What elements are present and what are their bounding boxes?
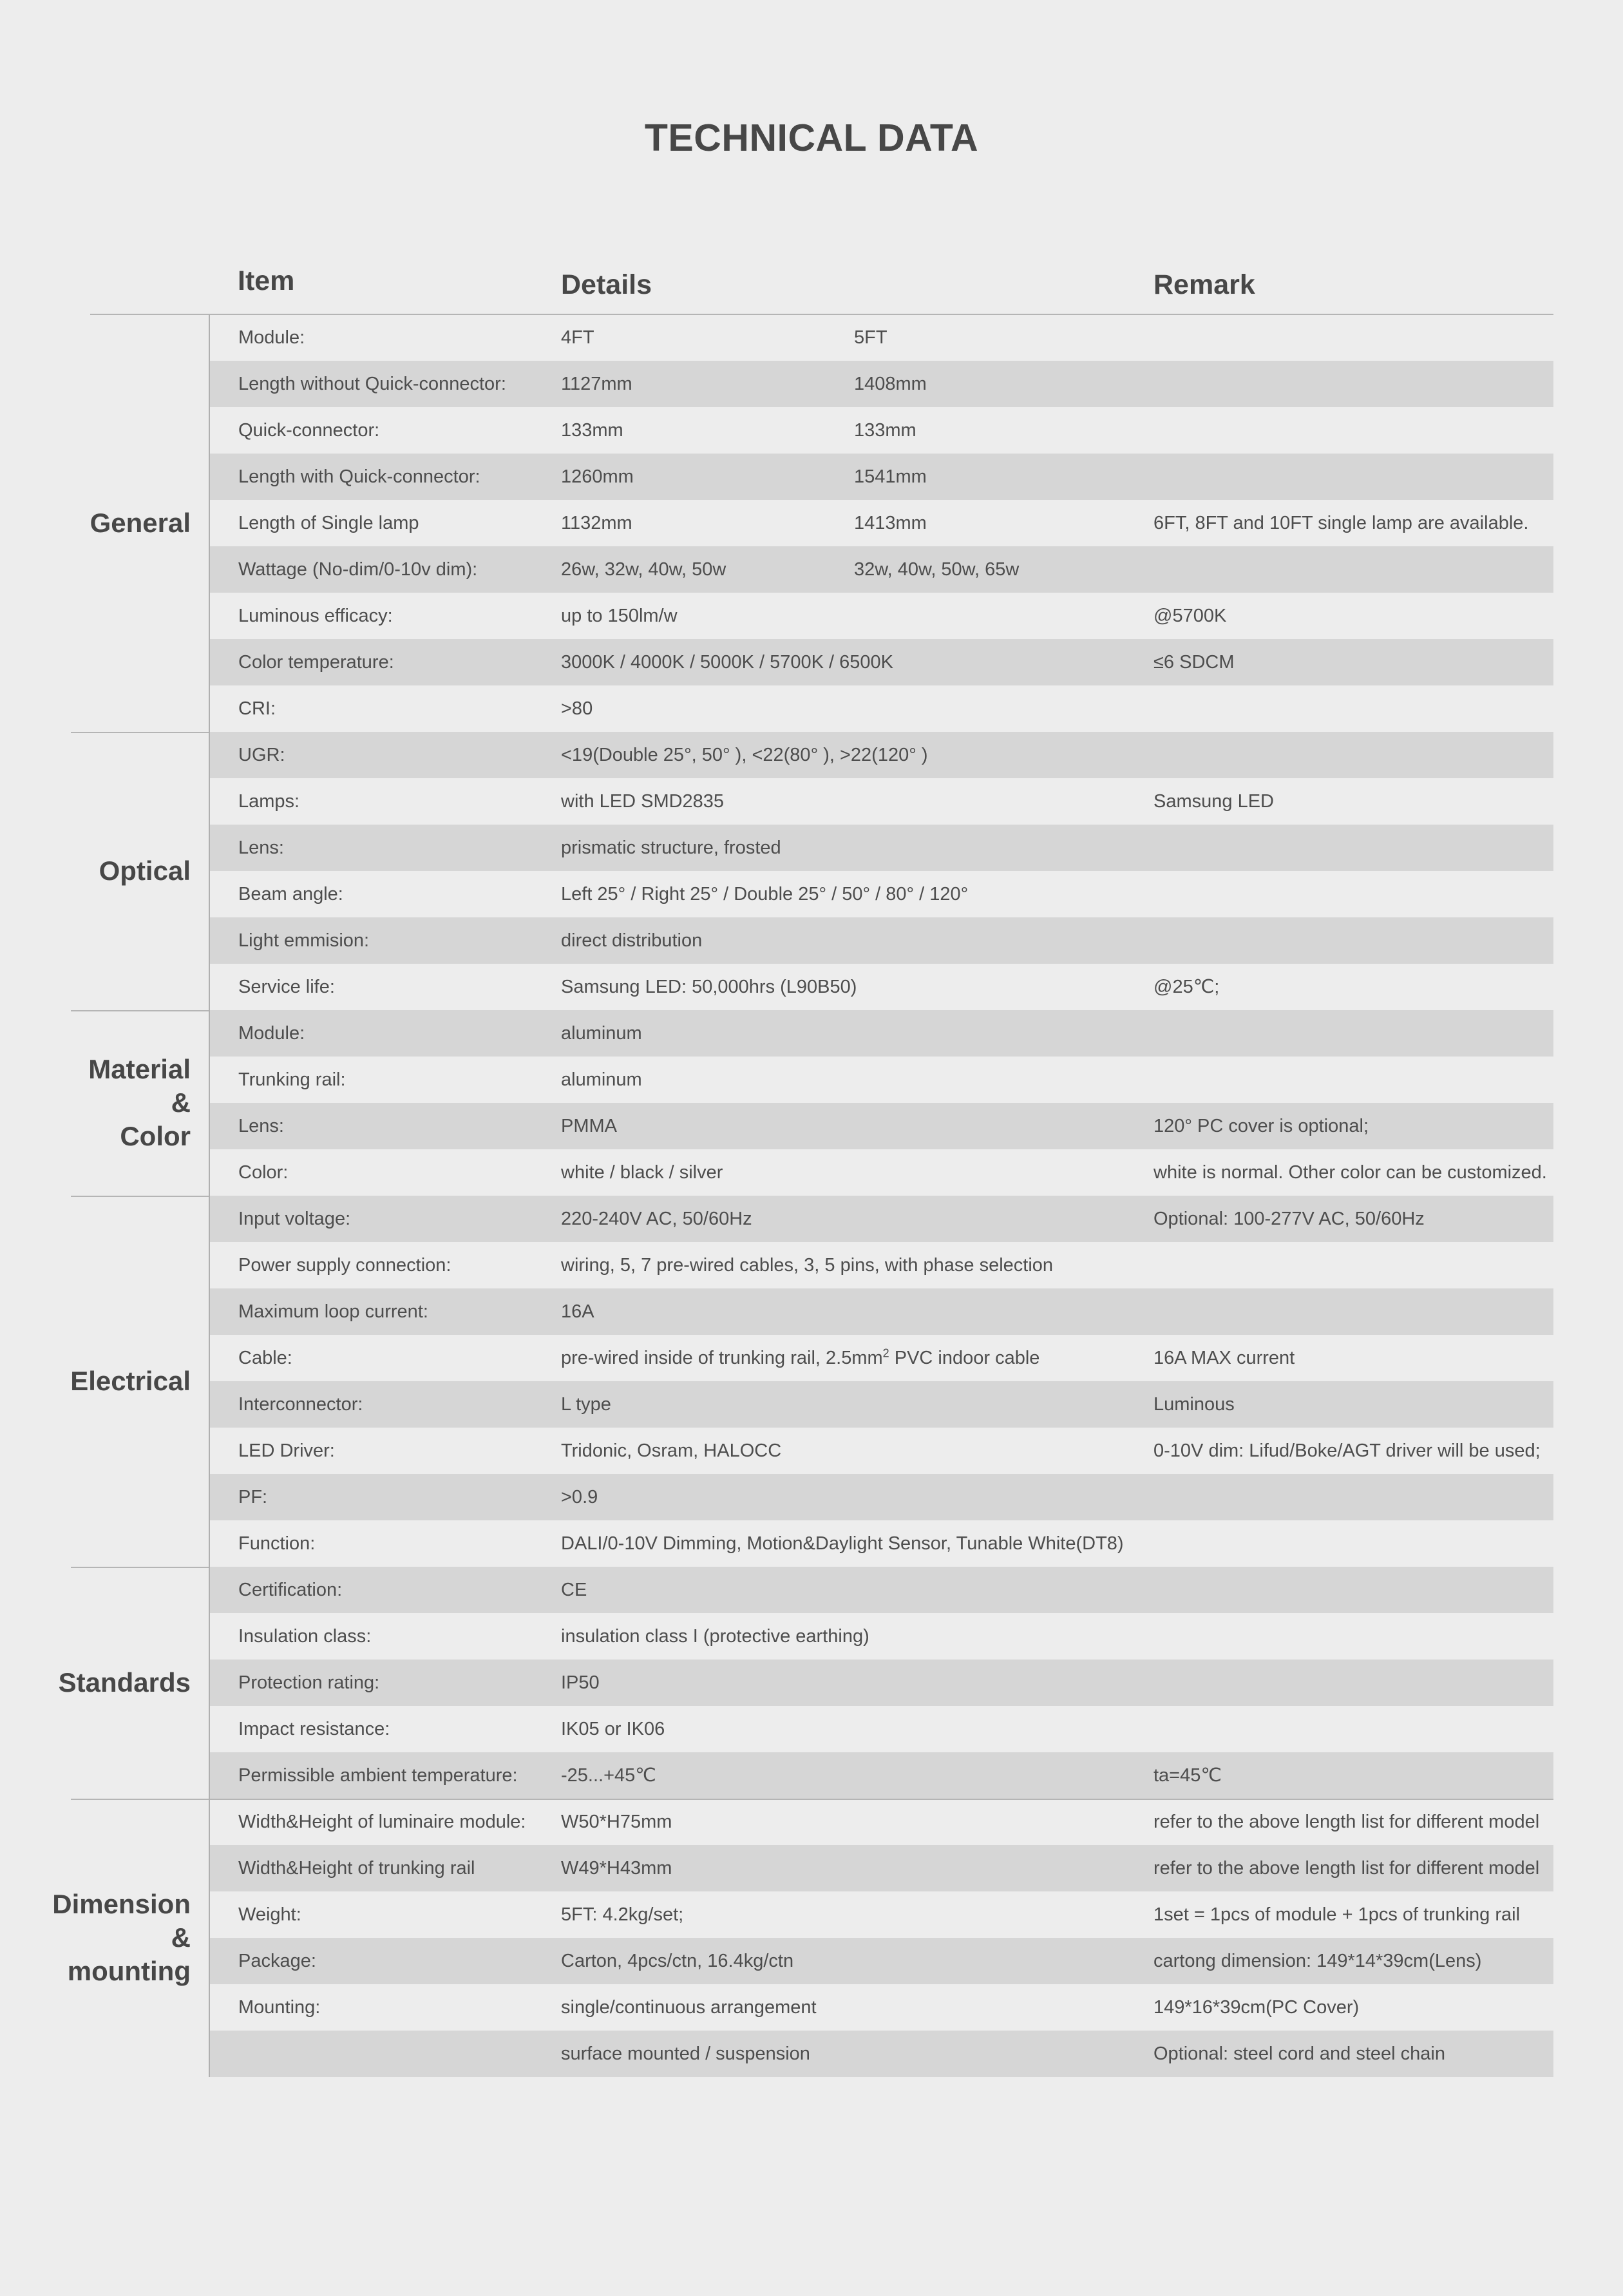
row-item: Certification: [238, 1580, 343, 1600]
row-item: Quick-connector: [238, 420, 380, 441]
row-detail: Left 25° / Right 25° / Double 25° / 50° / 80° / 120° [561, 884, 969, 904]
row-item: Permissible ambient temperature: [238, 1765, 518, 1786]
table-row [210, 454, 1553, 500]
row-item: Lamps: [238, 791, 300, 812]
table-row [210, 1196, 1553, 1242]
row-detail: aluminum [561, 1023, 642, 1044]
row-item: Color temperature: [238, 652, 394, 673]
row-item: Maximum loop current: [238, 1301, 428, 1322]
row-item: Protection rating: [238, 1672, 380, 1693]
row-item: Power supply connection: [238, 1255, 451, 1276]
row-detail: W50*H75mm [561, 1812, 672, 1832]
row-item: Cable: [238, 1348, 292, 1368]
row-detail: 3000K / 4000K / 5000K / 5700K / 6500K [561, 652, 893, 673]
row-detail: 220-240V AC, 50/60Hz [561, 1209, 752, 1229]
table-row [210, 407, 1553, 454]
table-row [210, 1938, 1553, 1984]
section-label-line: Color [120, 1121, 191, 1151]
row-remark: Optional: 100-277V AC, 50/60Hz [1153, 1209, 1425, 1229]
section-label [0, 1196, 191, 1567]
row-detail: W49*H43mm [561, 1858, 672, 1879]
row-remark: 149*16*39cm(PC Cover) [1153, 1997, 1360, 2018]
row-remark: ≤6 SDCM [1153, 652, 1235, 673]
row-item: UGR: [238, 745, 285, 765]
row-item: Lens: [238, 1116, 284, 1136]
table-row [210, 1706, 1553, 1752]
row-item: Length of Single lamp [238, 513, 419, 533]
row-detail: 1132mm [561, 513, 632, 533]
row-detail: <19(Double 25°, 50° ), <22(80° ), >22(120° ) [561, 745, 928, 765]
row-item: Insulation class: [238, 1626, 372, 1647]
row-remark: 16A MAX current [1153, 1348, 1295, 1368]
column-header-remark: Remark [1153, 269, 1255, 300]
spec-section [0, 1799, 1623, 2077]
row-item: Trunking rail: [238, 1069, 346, 1090]
row-remark: cartong dimension: 149*14*39cm(Lens) [1153, 1951, 1482, 1971]
row-remark: @5700K [1153, 606, 1227, 626]
row-remark: white is normal. Other color can be customized. [1153, 1162, 1547, 1183]
table-row [210, 314, 1553, 361]
row-detail-tail: PVC indoor cable [889, 1348, 1040, 1368]
section-label-line: Standards [58, 1667, 191, 1698]
row-detail: L type [561, 1394, 611, 1415]
table-row [210, 685, 1553, 732]
row-detail: 1260mm [561, 466, 634, 487]
row-detail: Samsung LED: 50,000hrs (L90B50) [561, 977, 857, 997]
row-detail: CE [561, 1580, 587, 1600]
row-detail: >0.9 [561, 1487, 598, 1507]
table-row [210, 1010, 1553, 1057]
row-item: Mounting: [238, 1997, 321, 2018]
row-item: Input voltage: [238, 1209, 351, 1229]
section-label-line: Material [88, 1054, 191, 1084]
row-item: PF: [238, 1487, 268, 1507]
table-row [210, 1752, 1553, 1799]
row-detail: 4FT [561, 327, 594, 348]
row-detail: 26w, 32w, 40w, 50w [561, 559, 726, 580]
section-label [0, 314, 191, 732]
row-detail-secondary: 1413mm [854, 513, 927, 533]
table-row [210, 732, 1553, 778]
table-row [210, 639, 1553, 685]
row-detail-superscript: 2 [882, 1346, 889, 1360]
table-row [210, 917, 1553, 964]
row-detail: wiring, 5, 7 pre-wired cables, 3, 5 pins, with phase selection [561, 1255, 1054, 1276]
column-header-item: Item [238, 265, 295, 296]
table-row [210, 1428, 1553, 1474]
row-item: Function: [238, 1533, 316, 1554]
spec-table [0, 314, 1623, 2077]
row-detail: 5FT: 4.2kg/set; [561, 1904, 684, 1925]
section-label-line: mounting [67, 1956, 191, 1986]
section-label-line: & [171, 1922, 191, 1953]
row-detail: IP50 [561, 1672, 600, 1693]
row-detail: DALI/0-10V Dimming, Motion&Daylight Sensor, Tunable White(DT8) [561, 1533, 1124, 1554]
row-detail: PMMA [561, 1116, 617, 1136]
row-remark: ta=45℃ [1153, 1765, 1222, 1786]
row-remark: refer to the above length list for different model [1153, 1858, 1540, 1879]
row-detail-secondary: 1541mm [854, 466, 927, 487]
table-row [210, 1057, 1553, 1103]
row-detail: prismatic structure, frosted [561, 837, 781, 858]
row-remark: 0-10V dim: Lifud/Boke/AGT driver will be used; [1153, 1440, 1541, 1461]
row-detail: direct distribution [561, 930, 703, 951]
row-item: Length with Quick-connector: [238, 466, 480, 487]
row-remark: Samsung LED [1153, 791, 1274, 812]
row-detail: >80 [561, 698, 593, 719]
table-row [210, 1845, 1553, 1891]
section-label-line: & [171, 1087, 191, 1118]
row-remark: @25℃; [1153, 977, 1220, 997]
row-item: LED Driver: [238, 1440, 335, 1461]
table-row [210, 1660, 1553, 1706]
section-label [0, 1799, 191, 2077]
row-item: Color: [238, 1162, 289, 1183]
row-item: CRI: [238, 698, 276, 719]
spec-section [0, 314, 1623, 732]
table-row [210, 1242, 1553, 1288]
table-row [210, 500, 1553, 546]
row-item: Lens: [238, 837, 284, 858]
row-detail: aluminum [561, 1069, 642, 1090]
row-remark: 1set = 1pcs of module + 1pcs of trunking rail [1153, 1904, 1521, 1925]
row-detail: -25...+45℃ [561, 1765, 656, 1786]
row-detail: 133mm [561, 420, 623, 441]
row-item: Module: [238, 1023, 305, 1044]
table-row [210, 361, 1553, 407]
table-row [210, 1381, 1553, 1428]
section-label-line: General [90, 508, 191, 538]
row-remark: Luminous [1153, 1394, 1235, 1415]
row-item: Width&Height of trunking rail [238, 1858, 475, 1879]
table-row [210, 1103, 1553, 1149]
spec-section [0, 1196, 1623, 1567]
section-label [0, 1010, 191, 1196]
row-item: Wattage (No-dim/0-10v dim): [238, 559, 478, 580]
row-item: Package: [238, 1951, 316, 1971]
row-remark: Optional: steel cord and steel chain [1153, 2043, 1445, 2064]
row-item: Interconnector: [238, 1394, 363, 1415]
table-row [210, 1520, 1553, 1567]
section-label-line: Electrical [70, 1366, 191, 1396]
row-item: Module: [238, 327, 305, 348]
row-detail: Tridonic, Osram, HALOCC [561, 1440, 782, 1461]
table-row [210, 593, 1553, 639]
row-detail-secondary: 1408mm [854, 374, 927, 394]
table-row [210, 1984, 1553, 2031]
row-remark: 6FT, 8FT and 10FT single lamp are available. [1153, 513, 1529, 533]
row-detail: up to 150lm/w [561, 606, 678, 626]
column-header-details: Details [561, 269, 652, 300]
table-row [210, 964, 1553, 1010]
row-detail-secondary: 133mm [854, 420, 916, 441]
row-remark: refer to the above length list for different model [1153, 1812, 1540, 1832]
row-detail: white / black / silver [561, 1162, 723, 1183]
section-label-line: Dimension [52, 1889, 191, 1919]
row-item: Width&Height of luminaire module: [238, 1812, 526, 1832]
spec-section [0, 732, 1623, 1010]
row-detail: 16A [561, 1301, 594, 1322]
row-item: Beam angle: [238, 884, 343, 904]
page-title: TECHNICAL DATA [644, 117, 979, 159]
spec-section [0, 1567, 1623, 1799]
table-row [210, 871, 1553, 917]
row-item: Light emmision: [238, 930, 370, 951]
table-row [210, 1613, 1553, 1660]
table-row [210, 1799, 1553, 1845]
table-row [210, 778, 1553, 825]
row-remark: 120° PC cover is optional; [1153, 1116, 1369, 1136]
section-label [0, 732, 191, 1010]
row-item: Impact resistance: [238, 1719, 390, 1739]
table-row [210, 1149, 1553, 1196]
table-row [210, 1891, 1553, 1938]
table-row [210, 825, 1553, 871]
table-row [210, 1567, 1553, 1613]
row-detail-secondary: 5FT [854, 327, 887, 348]
row-item: Length without Quick-connector: [238, 374, 506, 394]
table-row [210, 1474, 1553, 1520]
table-row [210, 1288, 1553, 1335]
row-item: Weight: [238, 1904, 301, 1925]
table-row [210, 1335, 1553, 1381]
row-detail-text: pre-wired inside of trunking rail, 2.5mm [561, 1348, 883, 1368]
table-row [210, 546, 1553, 593]
spec-section [0, 1010, 1623, 1196]
row-detail: with LED SMD2835 [561, 791, 725, 812]
row-detail: Carton, 4pcs/ctn, 16.4kg/ctn [561, 1951, 794, 1971]
row-item: Luminous efficacy: [238, 606, 393, 626]
row-detail: surface mounted / suspension [561, 2043, 810, 2064]
row-detail: single/continuous arrangement [561, 1997, 817, 2018]
row-item: Service life: [238, 977, 335, 997]
row-detail: 1127mm [561, 374, 632, 394]
section-label [0, 1567, 191, 1799]
row-detail: IK05 or IK06 [561, 1719, 665, 1739]
row-detail [561, 1335, 1039, 1381]
table-row [210, 2031, 1553, 2077]
section-label-line: Optical [99, 856, 191, 886]
row-detail: insulation class I (protective earthing) [561, 1626, 869, 1647]
row-detail-secondary: 32w, 40w, 50w, 65w [854, 559, 1020, 580]
